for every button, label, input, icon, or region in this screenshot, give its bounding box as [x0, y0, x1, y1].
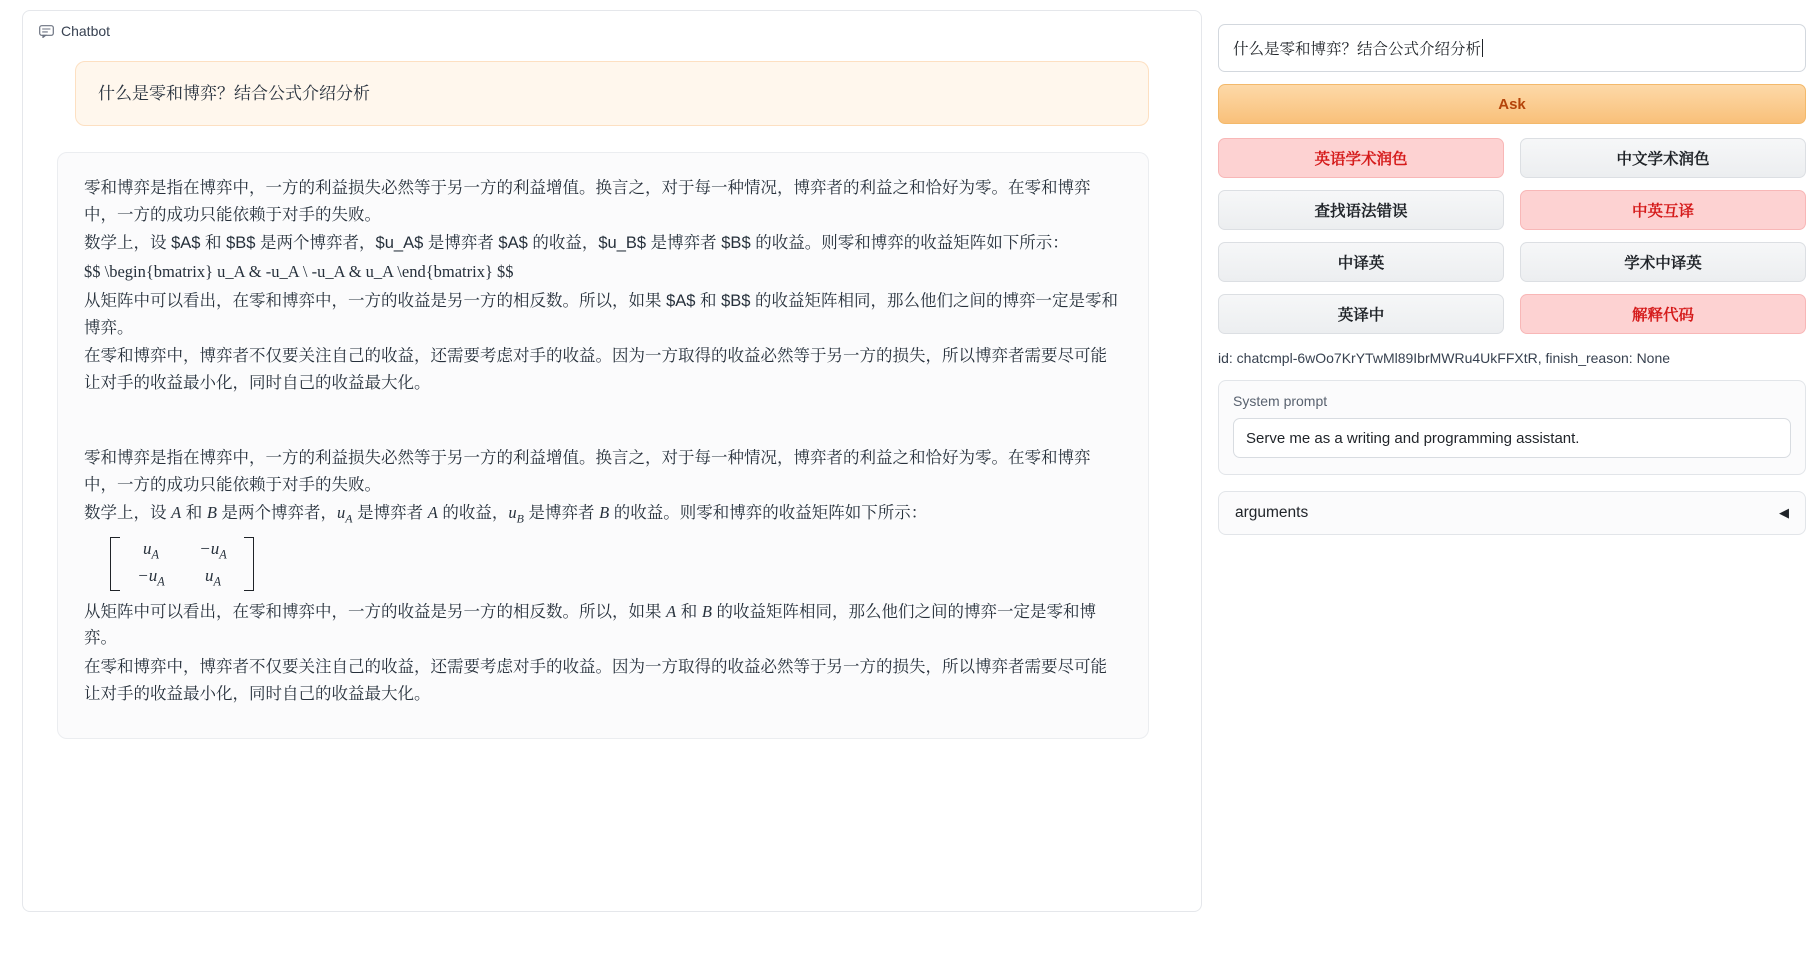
- chatbot-panel: [22, 10, 1202, 912]
- chatbot-header: [23, 11, 110, 39]
- function-button-cn-to-en[interactable]: 中译英: [1218, 242, 1504, 282]
- matrix-cell-sub: A: [157, 574, 165, 589]
- function-button-en-to-cn[interactable]: 英译中: [1218, 294, 1504, 334]
- math-text-g: 的收益。则零和博弈的收益矩阵如下所示：: [609, 504, 928, 523]
- matrix-cell-sub: A: [219, 547, 227, 562]
- function-button-grid: [1218, 138, 1806, 334]
- chat-column: [22, 10, 1202, 961]
- math-var-A2: A: [427, 503, 438, 523]
- bot-raw-latex-block: $$ \begin{bmatrix} u_A & -u_A \ -u_A & u_A \end{bmatrix} $$: [84, 262, 514, 282]
- math-text-b: 和: [181, 504, 207, 523]
- function-button-chinese-polish[interactable]: 中文学术润色: [1520, 138, 1806, 178]
- matrix-cell-base: −u: [199, 539, 220, 559]
- math-u-base-1: u: [337, 503, 346, 523]
- arguments-accordion[interactable]: [1218, 491, 1806, 535]
- math-text-h: 从矩阵中可以看出，在零和博弈中，一方的收益是另一方的相反数。所以，如果: [84, 602, 667, 621]
- prompt-input-value: 什么是零和博弈？结合公式介绍分析: [1233, 41, 1482, 58]
- matrix-bracket-left: [110, 537, 120, 591]
- system-prompt-value: Serve me as a writing and programming assistant.: [1246, 429, 1580, 447]
- text-caret: [1482, 39, 1483, 57]
- math-u-sub-2: B: [516, 511, 524, 526]
- bot-rendered-paragraph-1: 零和博弈是指在博弈中，一方的利益损失必然等于另一方的利益增值。换言之，对于每一种情况，博弈者的利益之和恰好为零。在零和博弈中，一方的成功只能依赖于对手的失败。: [84, 448, 1091, 494]
- bot-raw-paragraph-4: 从矩阵中可以看出，在零和博弈中，一方的收益是另一方的相反数。所以，如果 $A$ 和 $B$ 的收益矩阵相同，那么他们之间的博弈一定是零和博弈。: [84, 291, 1119, 337]
- bot-message-bubble: [57, 152, 1149, 739]
- function-button-grammar-check[interactable]: 查找语法错误: [1218, 190, 1504, 230]
- bot-rendered-paragraph-5: 在零和博弈中，博弈者不仅要关注自己的收益，还需要考虑对手的收益。因为一方取得的收益必然等于另一方的损失，所以博弈者需要尽可能让对手的收益最小化，同时自己的收益最大化。: [84, 658, 1107, 703]
- matrix-cell-r1c2: [199, 535, 226, 565]
- matrix-cell-base: u: [143, 539, 152, 559]
- math-text-i: 和: [676, 602, 702, 621]
- system-prompt-label: System prompt: [1233, 393, 1328, 409]
- math-uB-1: [508, 503, 524, 526]
- matrix-cell-r2c2: [205, 562, 221, 592]
- matrix-cell-base: u: [205, 566, 214, 586]
- controls-column: [1218, 10, 1806, 961]
- math-var-A3: A: [666, 601, 677, 621]
- matrix-cell-sub: A: [213, 574, 221, 589]
- matrix-cell-sub: A: [151, 547, 159, 562]
- math-var-B3: B: [701, 601, 712, 621]
- matrix-cell-r2c1: [137, 562, 164, 592]
- bot-rendered-paragraph-4: [84, 599, 1122, 652]
- math-text-a: 数学上，设: [84, 504, 172, 523]
- payoff-matrix: [110, 535, 1122, 593]
- math-text-e: 的收益，: [437, 504, 509, 523]
- math-text-j: 的收益矩阵相同，那么他们之间的博弈一定是零和博弈。: [84, 602, 1097, 648]
- function-button-academic-cn-to-en[interactable]: 学术中译英: [1520, 242, 1806, 282]
- bot-raw-paragraph-2: 数学上，设 $A$ 和 $B$ 是两个博弈者，$u_A$ 是博弈者 $A$ 的收益，$u_B$ 是博弈者 $B$ 的收益。则零和博弈的收益矩阵如下所示：: [84, 234, 1069, 253]
- function-button-explain-code[interactable]: 解释代码: [1520, 294, 1806, 334]
- math-uA-1: [337, 503, 353, 526]
- bot-raw-paragraph-5: 在零和博弈中，博弈者不仅要关注自己的收益，还需要考虑对手的收益。因为一方取得的收益必然等于另一方的损失，所以博弈者需要尽可能让对手的收益最小化，同时自己的收益最大化。: [84, 347, 1107, 393]
- system-prompt-panel: [1218, 380, 1806, 475]
- chat-bubble-icon: [39, 25, 54, 38]
- bot-rendered-paragraph-2: [84, 500, 1122, 529]
- arguments-accordion-label: arguments: [1235, 504, 1309, 521]
- bot-raw-paragraph-1: 零和博弈是指在博弈中，一方的利益损失必然等于另一方的利益增值。换言之，对于每一种情况，博弈者的利益之和恰好为零。在零和博弈中，一方的成功只能依赖于对手的失败。: [84, 179, 1091, 224]
- function-button-english-polish[interactable]: 英语学术润色: [1218, 138, 1504, 178]
- matrix-grid: [120, 537, 244, 591]
- status-line: id: chatcmpl-6wOo7KrYTwMl89IbrMWRu4UkFFXtR, finish_reason: None: [1218, 350, 1671, 366]
- math-u-sub-1: A: [345, 511, 353, 526]
- math-text-f: 是博弈者: [523, 504, 600, 523]
- matrix-cell-r1c1: [143, 535, 159, 565]
- ask-button[interactable]: Ask: [1218, 84, 1806, 124]
- matrix-bracket-right: [244, 537, 254, 591]
- system-prompt-input[interactable]: [1233, 418, 1791, 458]
- section-spacer: [84, 399, 1122, 445]
- chevron-left-icon: ◀: [1779, 505, 1789, 520]
- matrix-cell-base: −u: [137, 566, 158, 586]
- math-text-d: 是博弈者: [352, 504, 428, 523]
- function-button-cn-en-translate[interactable]: 中英互译: [1520, 190, 1806, 230]
- prompt-input[interactable]: [1218, 24, 1806, 72]
- math-var-B1: B: [206, 503, 217, 523]
- math-u-base-2: u: [508, 503, 517, 523]
- user-message-bubble: [75, 61, 1149, 127]
- math-var-A1: A: [171, 503, 182, 523]
- math-var-B2: B: [599, 503, 610, 523]
- chatbot-label-text: Chatbot: [61, 23, 111, 39]
- math-text-c: 是两个博弈者，: [216, 504, 338, 523]
- user-message-text: 什么是零和博弈？结合公式介绍分析: [98, 83, 370, 103]
- message-list: [23, 43, 1201, 739]
